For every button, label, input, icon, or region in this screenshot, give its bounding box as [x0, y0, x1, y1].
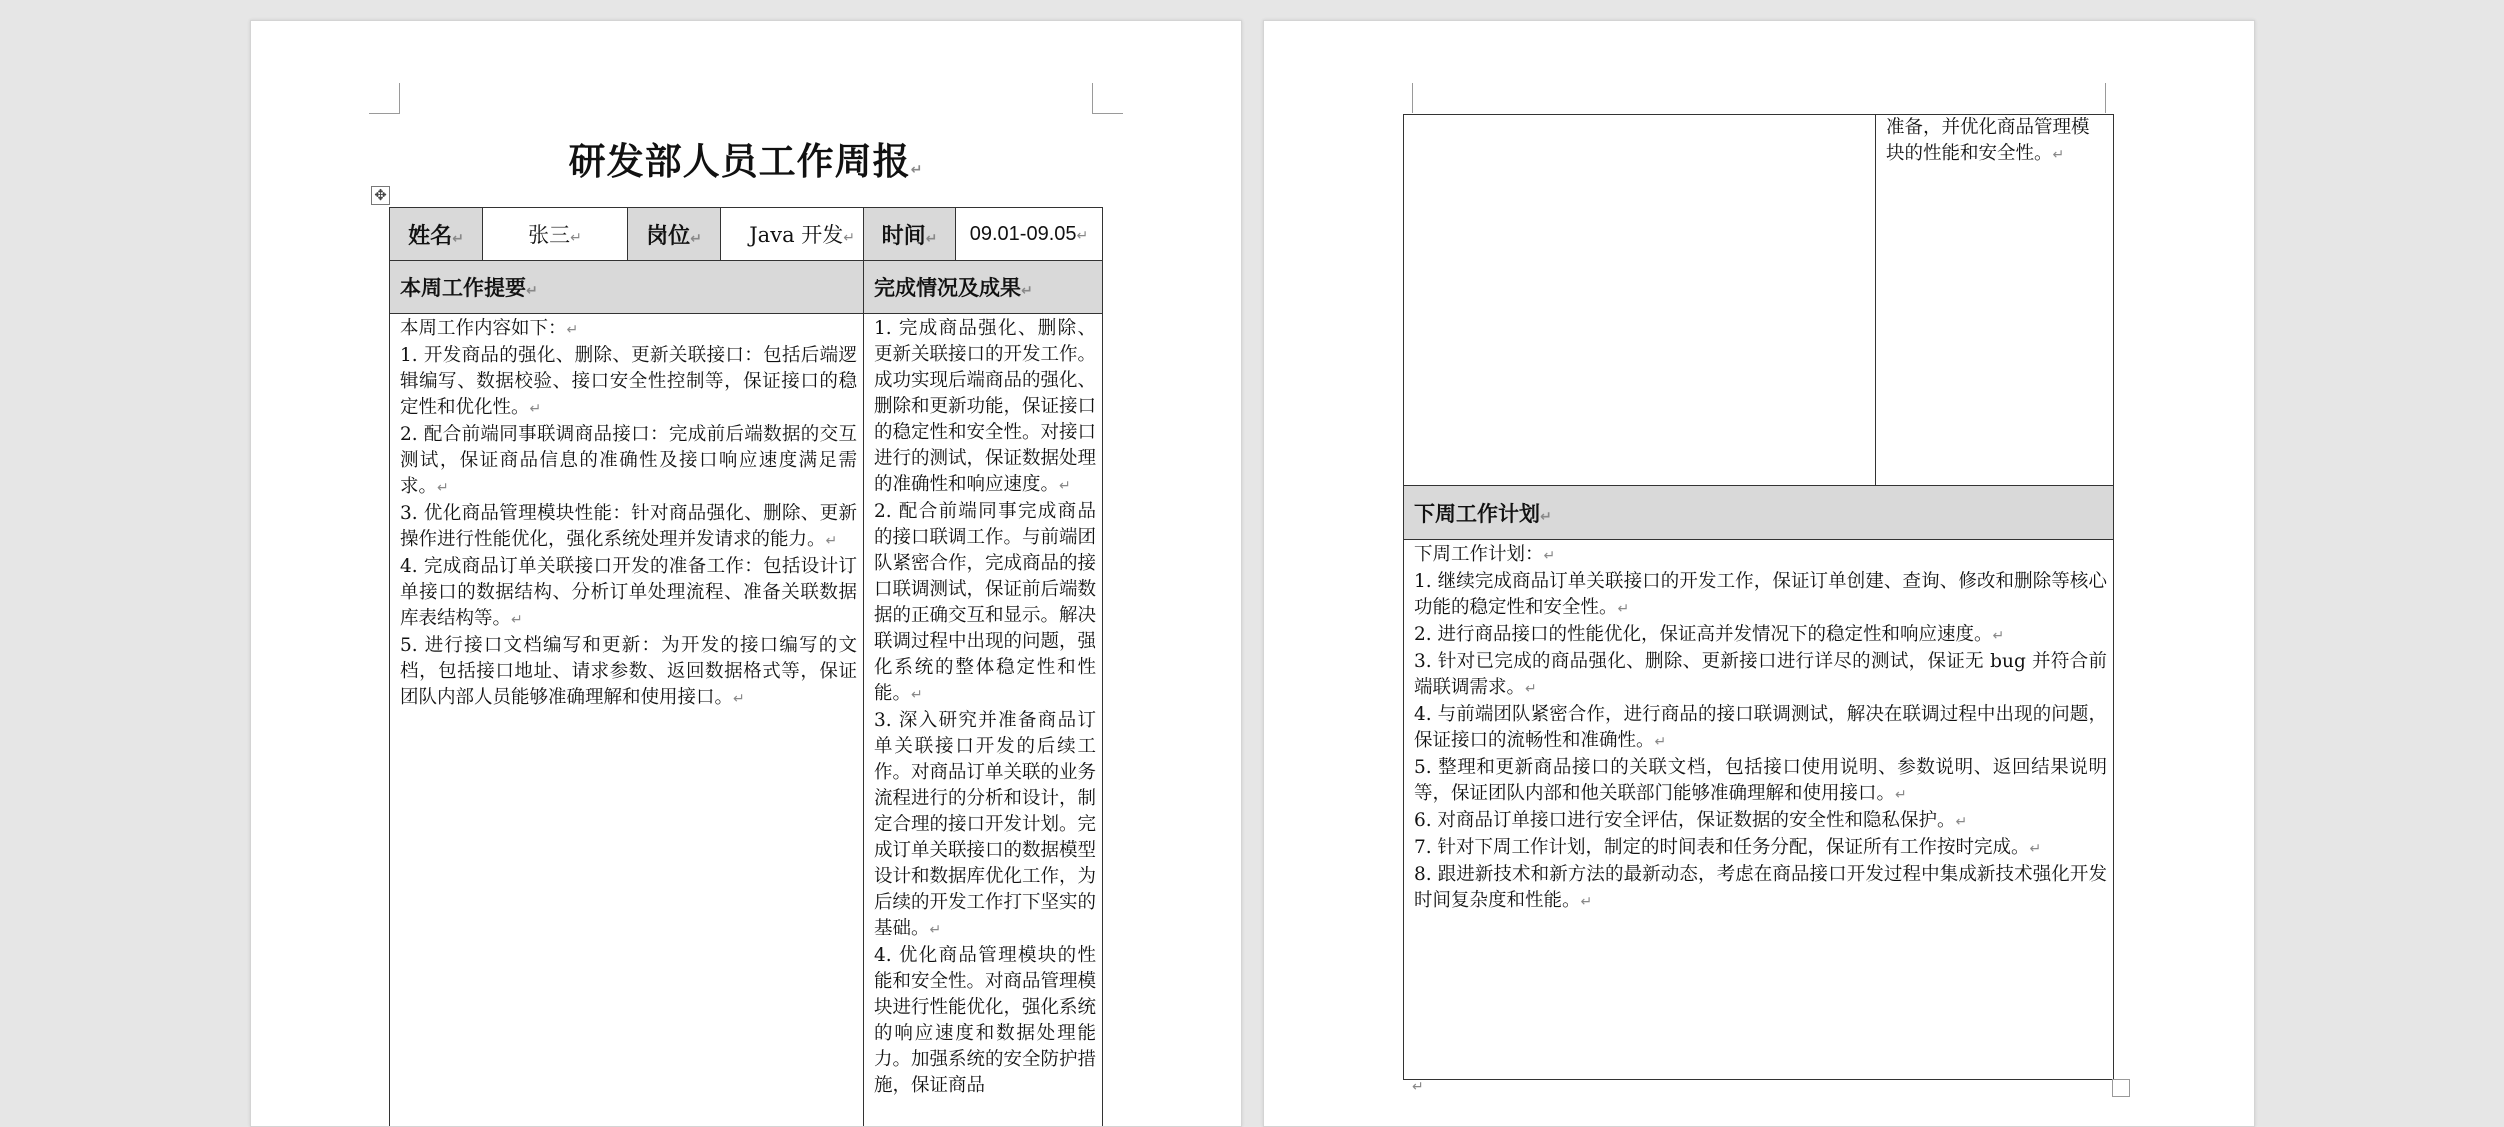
next-week-body-row	[1404, 540, 2114, 1080]
header-row	[390, 208, 1103, 261]
completion-item: 4. 优化商品管理模块的性能和安全性。对商品管理模块进行性能优化，强化系统的响应速度和数据处理能力。加强系统的安全防护措施，保证商品	[874, 943, 1096, 1099]
next-week-intro: 下周工作计划：↵	[1414, 542, 2107, 569]
document-page-2	[1263, 20, 2255, 1127]
table-move-handle-icon[interactable]: ✥	[371, 186, 390, 205]
weekly-summary-item: 5. 进行接口文档编写和更新：为开发的接口编写的文档，包括接口地址、请求参数、返回数据格式等，保证团队内部人员能够准确理解和使用接口。↵	[400, 633, 857, 712]
name-label-cell[interactable]: 姓名↵	[390, 208, 483, 261]
completion-cell[interactable]	[864, 314, 1103, 1127]
next-week-item: 2. 进行商品接口的性能优化，保证高并发情况下的稳定性和响应速度。↵	[1414, 622, 2107, 649]
table-resize-handle-icon[interactable]	[2112, 1079, 2130, 1097]
weekly-report-table	[389, 207, 1103, 1127]
document-page-1	[250, 20, 1242, 1127]
next-week-item: 1. 继续完成商品订单关联接口的开发工作，保证订单创建、查询、修改和删除等核心功能的稳定性和安全性。↵	[1414, 569, 2107, 622]
weekly-summary-item: 1. 开发商品的强化、删除、更新关联接口：包括后端逻辑编写、数据校验、接口安全性控制等，保证接口的稳定性和优化性。↵	[400, 343, 857, 422]
document-title[interactable]: 研发部人员工作周报↵	[251, 131, 1241, 185]
weekly-report-table-continued	[1403, 114, 2114, 1080]
weekly-summary-item: 2. 配合前端同事联调商品接口：完成前后端数据的交互测试，保证商品信息的准确性及接口响应速度满足需求。↵	[400, 422, 857, 501]
next-week-item: 3. 针对已完成的商品强化、删除、更新接口进行详尽的测试，保证无 bug 并符合前端联调需求。↵	[1414, 649, 2107, 702]
next-week-item: 5. 整理和更新商品接口的关联文档，包括接口使用说明、参数说明、返回结果说明等，保证团队内部和他关联部门能够准确理解和使用接口。↵	[1414, 755, 2107, 808]
paragraph-mark: ↵	[911, 162, 924, 178]
next-week-heading-row	[1404, 486, 2114, 540]
continued-row	[1404, 115, 2114, 486]
next-week-item: 7. 针对下周工作计划，制定的时间表和任务分配，保证所有工作按时完成。↵	[1414, 835, 2107, 862]
position-value-cell[interactable]: Java 开发↵	[721, 208, 864, 261]
weekly-summary-cell[interactable]	[390, 314, 864, 1127]
section-body-row	[390, 314, 1103, 1127]
next-week-item: 4. 与前端团队紧密合作，进行商品的接口联调测试，解决在联调过程中出现的问题，保证接口的流畅性和准确性。↵	[1414, 702, 2107, 755]
completion-item: 1. 完成商品强化、删除、更新关联接口的开发工作。成功实现后端商品的强化、删除和更新功能，保证接口的稳定性和安全性。对接口进行的测试，保证数据处理的准确性和响应速度。↵	[874, 316, 1096, 499]
time-label-cell[interactable]: 时间↵	[864, 208, 956, 261]
paragraph-mark-after-table: ↵	[1412, 1079, 1424, 1095]
completion-item: 3. 深入研究并准备商品订单关联接口开发的后续工作。对商品订单关联的业务流程进行的分析和设计，制定合理的接口开发计划。完成订单关联接口的数据模型设计和数据库优化工作，为后续的开发工作打下坚实的基础。↵	[874, 708, 1096, 943]
section-heading-row	[390, 261, 1103, 314]
crop-mark-top-left	[369, 83, 400, 114]
crop-mark-top-left	[1412, 83, 1413, 113]
weekly-summary-cell-continued[interactable]	[1404, 115, 1876, 486]
weekly-summary-intro: 本周工作内容如下：↵	[400, 316, 857, 343]
crop-mark-top-right	[2105, 83, 2106, 113]
completion-cell-continued[interactable]: 准备，并优化商品管理模块的性能和安全性。↵	[1876, 115, 2114, 486]
position-label-cell[interactable]: 岗位↵	[628, 208, 721, 261]
weekly-summary-heading[interactable]: 本周工作提要↵	[390, 261, 864, 314]
weekly-summary-item: 4. 完成商品订单关联接口开发的准备工作：包括设计订单接口的数据结构、分析订单处理流程、准备关联数据库表结构等。↵	[400, 554, 857, 633]
next-week-item: 6. 对商品订单接口进行安全评估，保证数据的安全性和隐私保护。↵	[1414, 808, 2107, 835]
completion-heading[interactable]: 完成情况及成果↵	[864, 261, 1103, 314]
crop-mark-top-right	[1092, 83, 1123, 114]
next-week-heading[interactable]: 下周工作计划↵	[1404, 486, 2114, 540]
next-week-item: 8. 跟进新技术和新方法的最新动态，考虑在商品接口开发过程中集成新技术强化开发时间复杂度和性能。↵	[1414, 862, 2107, 915]
time-value-cell[interactable]: 09.01-09.05↵	[956, 208, 1103, 261]
name-value-cell[interactable]: 张三↵	[483, 208, 628, 261]
next-week-cell[interactable]	[1404, 540, 2114, 1080]
weekly-summary-item: 3. 优化商品管理模块性能：针对商品强化、删除、更新操作进行性能优化，强化系统处理并发请求的能力。↵	[400, 501, 857, 554]
completion-item: 2. 配合前端同事完成商品的接口联调工作。与前端团队紧密合作，完成商品的接口联调测试，保证前后端数据的正确交互和显示。解决联调过程中出现的问题，强化系统的整体稳定性和性能。↵	[874, 499, 1096, 708]
